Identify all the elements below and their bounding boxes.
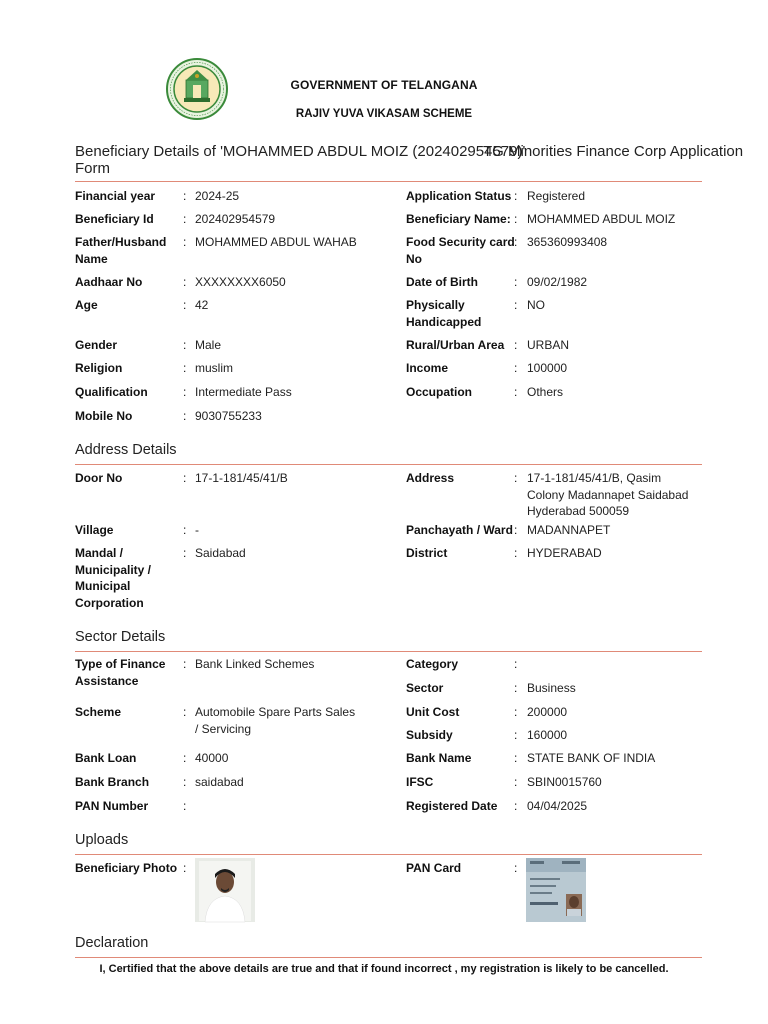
village-label: Village	[75, 523, 114, 537]
scheme-value	[195, 704, 355, 737]
religion-label: Religion	[75, 361, 123, 375]
address-line2: Colony Madannapet Saidabad	[527, 487, 689, 502]
door-value: 17-1-181/45/41/B	[195, 471, 288, 485]
mandal-label-line2: Municipality /	[75, 562, 152, 577]
colon: :	[183, 751, 187, 765]
beneficiary-photo-label: Beneficiary Photo	[75, 861, 178, 875]
food-security-label	[406, 234, 518, 267]
address-line1: 17-1-181/45/41/B, Qasim	[527, 471, 662, 485]
colon: :	[514, 275, 518, 289]
finance-label-line2: Assistance	[75, 673, 139, 688]
beneficiary-name-label: Beneficiary Name:	[406, 212, 511, 226]
father-label-line2: Name	[75, 251, 108, 266]
colon: :	[183, 409, 187, 423]
colon: :	[183, 523, 187, 537]
colon: :	[183, 189, 187, 203]
financial-year-value: 2024-25	[195, 189, 240, 203]
finance-type-label	[75, 656, 165, 689]
colon: :	[514, 799, 518, 813]
divider	[75, 854, 702, 855]
colon: :	[183, 235, 187, 249]
ifsc-label: IFSC	[406, 775, 434, 789]
scheme-value-line2: / Servicing	[195, 721, 252, 736]
colon: :	[514, 546, 518, 560]
colon: :	[183, 705, 187, 719]
colon: :	[514, 471, 518, 485]
handicapped-label	[406, 297, 481, 330]
bank-name-value: STATE BANK OF INDIA	[527, 751, 656, 765]
income-value: 100000	[527, 361, 568, 375]
address-label: Address	[406, 471, 455, 485]
registered-date-label: Registered Date	[406, 799, 498, 813]
unit-cost-label: Unit Cost	[406, 705, 460, 719]
address-value	[527, 470, 688, 520]
colon: :	[183, 361, 187, 375]
mandal-label-line1: Mandal /	[75, 546, 124, 560]
colon: :	[514, 861, 518, 875]
colon: :	[514, 523, 518, 537]
colon: :	[514, 189, 518, 203]
beneficiary-id-value: 202402954579	[195, 212, 276, 226]
mandal-label-line3: Municipal	[75, 579, 131, 593]
colon: :	[183, 657, 187, 671]
mandal-label-line4: Corporation	[75, 595, 144, 610]
subsidy-value: 160000	[527, 728, 568, 742]
area-value: URBAN	[527, 338, 570, 352]
dob-label: Date of Birth	[406, 275, 478, 289]
application-status-label: Application Status	[406, 189, 512, 203]
colon: :	[183, 861, 187, 875]
colon: :	[183, 546, 187, 560]
district-value: HYDERABAD	[527, 546, 602, 560]
mandal-label	[75, 545, 151, 611]
registered-date-value: 04/04/2025	[527, 799, 588, 813]
beneficiary-photo	[195, 858, 255, 922]
age-value: 42	[195, 298, 209, 312]
occupation-label: Occupation	[406, 385, 473, 399]
divider	[75, 651, 702, 652]
aadhaar-label: Aadhaar No	[75, 275, 143, 289]
panchayath-value: MADANNAPET	[527, 523, 611, 537]
qualification-label: Qualification	[75, 385, 148, 399]
colon: :	[183, 212, 187, 226]
age-label: Age	[75, 298, 98, 312]
sector-section-title: Sector Details	[75, 629, 166, 645]
declaration-text: I, Certified that the above details are true and that if found incorrect , my registration is likely to be cancelled.	[99, 963, 669, 975]
bank-branch-label: Bank Branch	[75, 775, 150, 789]
food-security-value: 365360993408	[527, 235, 608, 249]
gender-value: Male	[195, 338, 222, 352]
colon: :	[183, 471, 187, 485]
sector-value: Business	[527, 681, 576, 695]
qualification-value: Intermediate Pass	[195, 385, 292, 399]
aadhaar-value: XXXXXXXX6050	[195, 275, 286, 289]
income-label: Income	[406, 361, 449, 375]
title-corporation: TG Minorities Finance Corp Application	[483, 143, 744, 160]
ifsc-value: SBIN0015760	[527, 775, 602, 789]
mandal-value: Saidabad	[195, 546, 246, 560]
finance-label-line1: Type of Finance	[75, 657, 166, 671]
father-name-label	[75, 234, 166, 267]
page-title	[75, 143, 744, 179]
religion-value: muslim	[195, 361, 233, 375]
scheme-value-line1: Automobile Spare Parts Sales	[195, 705, 356, 719]
divider	[75, 464, 702, 465]
government-heading: GOVERNMENT OF TELANGANA	[290, 78, 478, 92]
divider	[75, 181, 702, 182]
door-label: Door No	[75, 471, 123, 485]
title-form: Form	[75, 160, 110, 177]
scheme-heading: RAJIV YUVA VIKASAM SCHEME	[295, 108, 473, 120]
colon: :	[514, 705, 518, 719]
colon: :	[514, 657, 518, 671]
dob-value: 09/02/1982	[527, 275, 588, 289]
handicapped-label-line2: Handicapped	[406, 314, 482, 329]
colon: :	[514, 361, 518, 375]
subsidy-label: Subsidy	[406, 728, 453, 742]
financial-year-label: Financial year	[75, 189, 156, 203]
beneficiary-id-label: Beneficiary Id	[75, 212, 154, 226]
scheme-label: Scheme	[75, 705, 122, 719]
gender-label: Gender	[75, 338, 118, 352]
colon: :	[183, 275, 187, 289]
colon: :	[514, 385, 518, 399]
occupation-value: Others	[527, 385, 564, 399]
application-status-value: Registered	[527, 189, 586, 203]
address-line3: Hyderabad 500059	[527, 504, 630, 518]
panchayath-label: Panchayath / Ward	[406, 523, 513, 537]
pan-card-image	[526, 858, 586, 922]
food-label-line1: Food Security card	[406, 235, 515, 249]
colon: :	[514, 681, 518, 695]
mobile-label: Mobile No	[75, 409, 133, 423]
mobile-value: 9030755233	[195, 409, 262, 423]
bank-loan-label: Bank Loan	[75, 751, 137, 765]
colon: :	[183, 298, 187, 312]
sector-label: Sector	[406, 681, 444, 695]
father-label-line1: Father/Husband	[75, 235, 167, 249]
declaration-section-title: Declaration	[75, 935, 149, 951]
colon: :	[514, 751, 518, 765]
colon: :	[514, 298, 518, 312]
district-label: District	[406, 546, 448, 560]
colon: :	[183, 775, 187, 789]
title-beneficiary: Beneficiary Details of 'MOHAMMED ABDUL MOIZ (202402954579)'	[75, 143, 526, 160]
unit-cost-value: 200000	[527, 705, 568, 719]
bank-branch-value: saidabad	[195, 775, 244, 789]
finance-type-value: Bank Linked Schemes	[195, 657, 315, 671]
colon: :	[183, 385, 187, 399]
village-value: -	[195, 523, 199, 537]
colon: :	[183, 338, 187, 352]
handicapped-label-line1: Physically	[406, 298, 465, 312]
colon: :	[183, 799, 187, 813]
address-section-title: Address Details	[75, 442, 177, 458]
colon: :	[514, 338, 518, 352]
father-name-value: MOHAMMED ABDUL WAHAB	[195, 235, 357, 249]
category-label: Category	[406, 657, 459, 671]
handicapped-value: NO	[527, 298, 545, 312]
divider	[75, 957, 702, 958]
uploads-section-title: Uploads	[75, 832, 129, 848]
beneficiary-name-value: MOHAMMED ABDUL MOIZ	[527, 212, 676, 226]
pan-card-label: PAN Card	[406, 861, 462, 875]
food-label-line2: No	[406, 251, 422, 266]
colon: :	[514, 728, 518, 742]
area-label: Rural/Urban Area	[406, 338, 505, 352]
colon: :	[514, 775, 518, 789]
colon: :	[514, 235, 518, 249]
colon: :	[514, 212, 518, 226]
pan-number-label: PAN Number	[75, 799, 149, 813]
bank-name-label: Bank Name	[406, 751, 472, 765]
bank-loan-value: 40000	[195, 751, 229, 765]
